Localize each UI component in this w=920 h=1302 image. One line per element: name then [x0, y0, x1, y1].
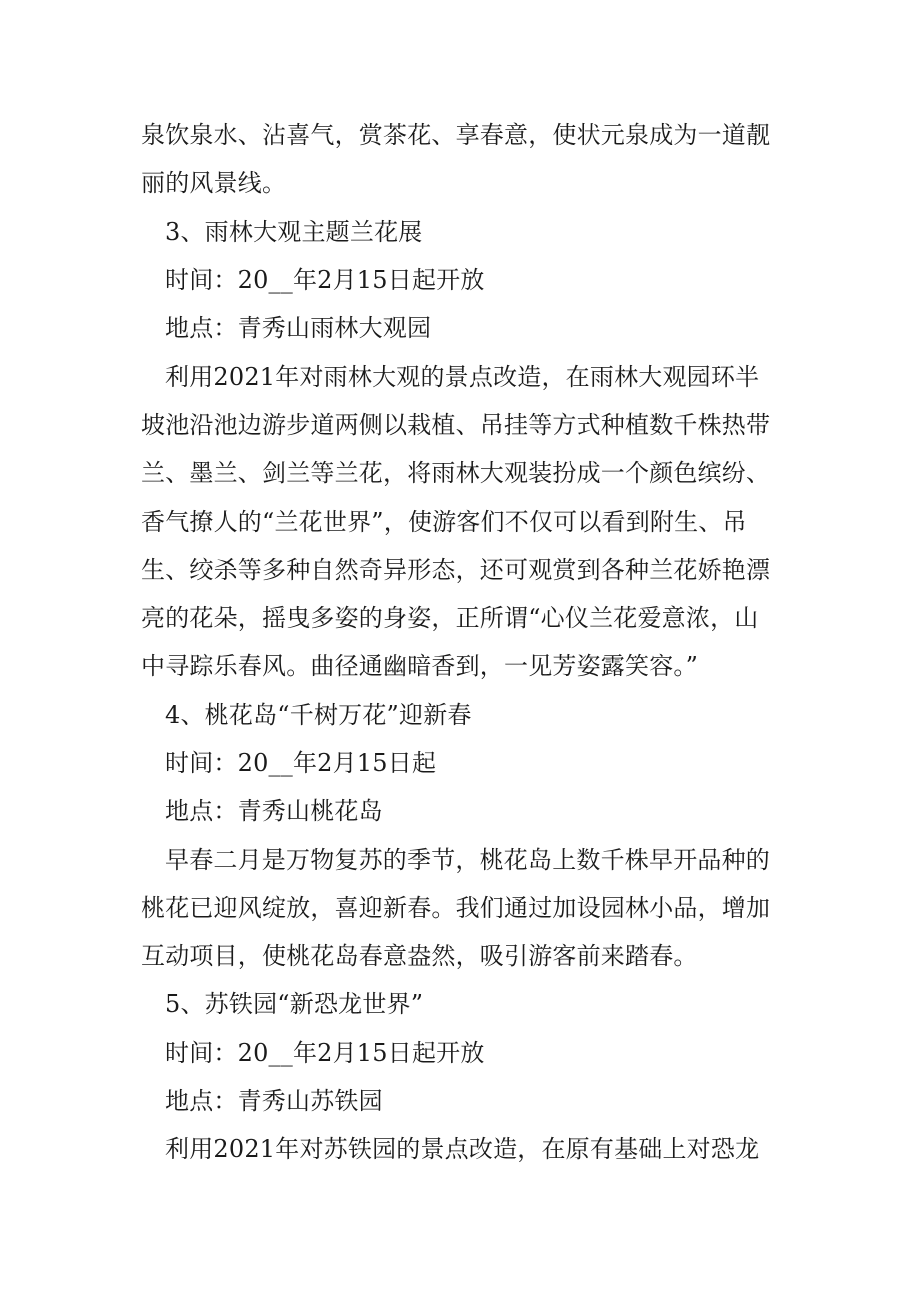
section-heading: 4、桃花岛“千树万花”迎新春	[165, 701, 472, 729]
paragraph-line: 泉饮泉水、沾喜气，赏茶花、享春意，使状元泉成为一道靓	[141, 121, 771, 149]
paragraph-line: 互动项目，使桃花岛春意盎然，吸引游客前来踏春。	[141, 942, 698, 970]
paragraph-line: 亮的花朵，摇曳多姿的身姿，正所谓“心仪兰花爱意浓，山	[141, 604, 759, 632]
paragraph-line: 桃花已迎风绽放，喜迎新春。我们通过加设园林小品，增加	[141, 894, 771, 922]
event-time: 时间：20__年2月15日起开放	[165, 1039, 485, 1067]
event-place: 地点：青秀山苏铁园	[165, 1087, 383, 1115]
paragraph-line: 中寻踪乐春风。曲径通幽暗香到，一见芳姿露笑容。”	[141, 652, 699, 680]
paragraph-line: 早春二月是万物复苏的季节，桃花岛上数千株早开品种的	[165, 846, 770, 874]
paragraph-line: 利用2021年对雨林大观的景点改造，在雨林大观园环半	[165, 363, 760, 391]
event-place: 地点：青秀山桃花岛	[165, 797, 383, 825]
paragraph-line: 香气撩人的“兰花世界”，使游客们不仅可以看到附生、吊	[141, 508, 747, 536]
section-heading: 5、苏铁园“新恐龙世界”	[165, 990, 424, 1018]
paragraph-line: 兰、墨兰、剑兰等兰花，将雨林大观装扮成一个颜色缤纷、	[141, 459, 771, 487]
paragraph-line: 生、绞杀等多种自然奇异形态，还可观赏到各种兰花娇艳漂	[141, 556, 771, 584]
event-time: 时间：20__年2月15日起	[165, 749, 437, 777]
event-time: 时间：20__年2月15日起开放	[165, 266, 485, 294]
paragraph-line: 利用2021年对苏铁园的景点改造，在原有基础上对恐龙	[165, 1135, 760, 1163]
paragraph-line: 丽的风景线。	[141, 169, 287, 197]
event-place: 地点：青秀山雨林大观园	[165, 314, 432, 342]
paragraph-line: 坡池沿池边游步道两侧以栽植、吊挂等方式种植数千株热带	[141, 411, 771, 439]
section-heading: 3、雨林大观主题兰花展	[165, 218, 423, 246]
